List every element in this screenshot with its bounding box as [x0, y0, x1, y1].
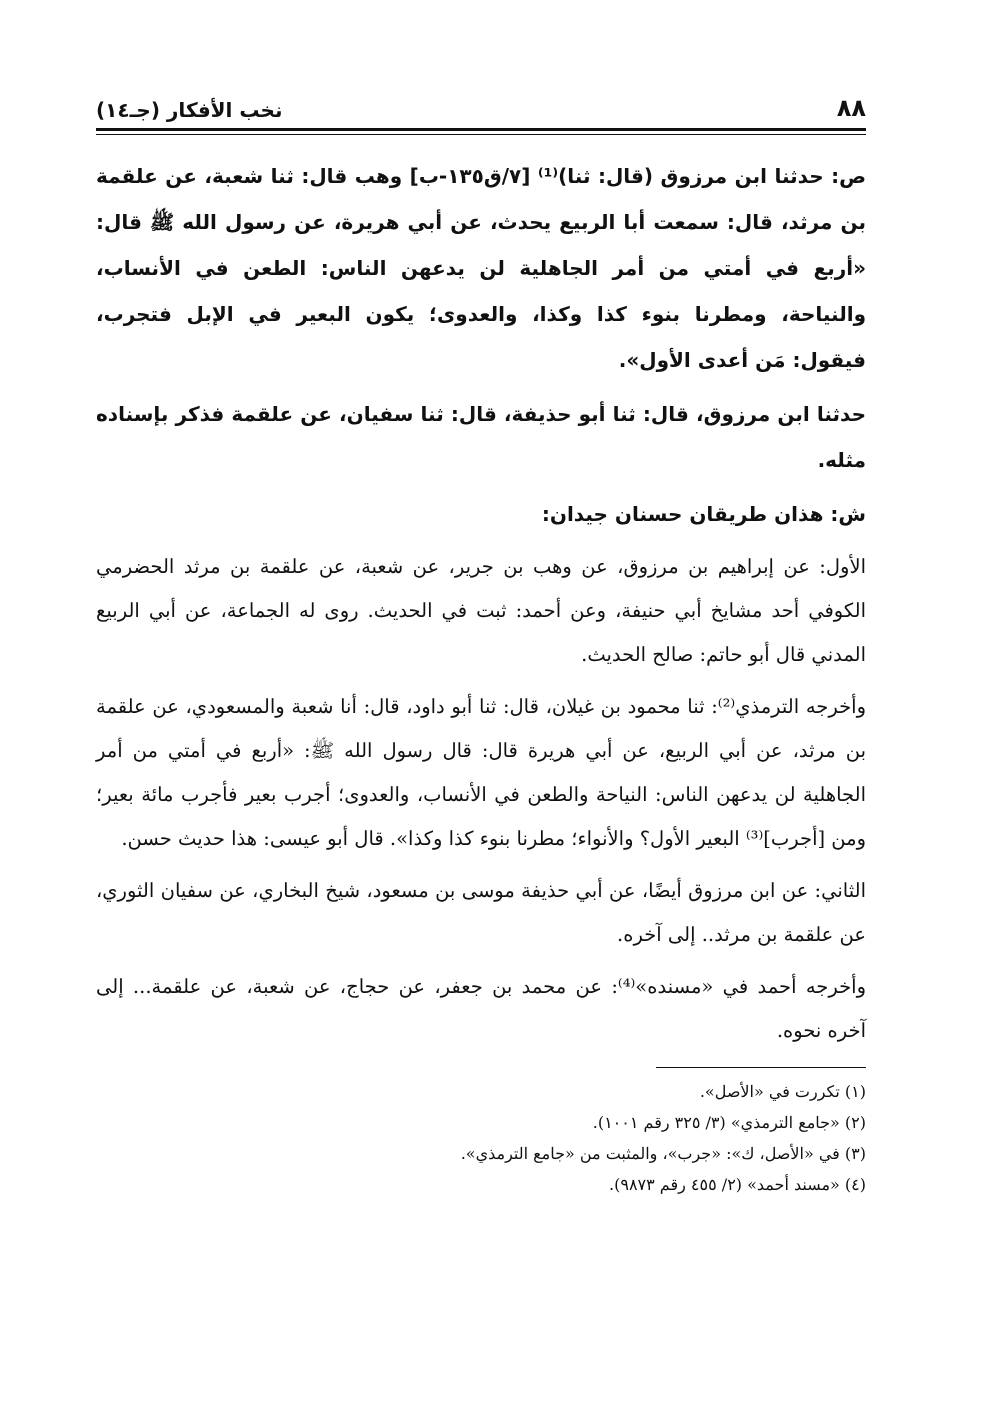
paragraph-hadith-text: ص: حدثنا ابن مرزوق (قال: ثنا)⁽¹⁾ [٧/ق١٣٥-ب] وهب قال: ثنا شعبة، عن علقمة بن مرثد، قال: سمعت أبا الربيع يحدث، عن أبي هريرة، عن رسول الله ﷺ قال: «أربع في أمتي من أمر الجاهلية لن يدعهن الناس: الطعن في الأنساب، والنياحة، ومطرنا بنوء كذا وكذا، والعدوى؛ يكون البعير في الإبل فتجرب، فيقول: مَن أعدى الأول».	[96, 164, 866, 372]
book-title: نخب الأفكار (جـ١٤)	[96, 98, 283, 122]
paragraph-second-chain: حدثنا ابن مرزوق، قال: ثنا أبو حذيفة، قال: ثنا سفيان، عن علقمة فذكر بإسناده مثله.	[96, 402, 866, 472]
footnote: (١) تكررت في «الأصل».	[699, 1082, 866, 1101]
header-rule-thin	[96, 134, 866, 135]
paragraph-first-chain: الأول: عن إبراهيم بن مرزوق، عن وهب بن جرير، عن شعبة، عن علقمة بن مرثد الحضرمي الكوفي أحد مشايخ أبي حنيفة، وعن أحمد: ثبت في الحديث. روى له الجماعة، عن أبي الربيع المدني قال أبو حاتم: صالح الحديث.	[96, 555, 866, 666]
footnote-rule	[656, 1067, 866, 1068]
header-rule	[96, 128, 866, 131]
footnotes	[96, 1076, 866, 1200]
paragraph-tirmidhi: وأخرجه الترمذي⁽²⁾: ثنا محمود بن غيلان، قال: ثنا أبو داود، قال: أنا شعبة والمسعودي، عن علقمة بن مرثد، عن أبي الربيع، عن أبي هريرة قال: قال رسول الله ﷺ: «أربع في أمتي من أمر الجاهلية لن يدعهن الناس: النياحة والطعن في الأنساب، والعدوى؛ أجرب بعير فأجرب مائة بعير؛ ومن [أجرب]⁽³⁾ البعير الأول؟ والأنواء؛ مطرنا بنوء كذا وكذا». قال أبو عيسى: هذا حديث حسن.	[96, 695, 866, 850]
paragraph-ahmad: وأخرجه أحمد في «مسنده»⁽⁴⁾: عن محمد بن جعفر، عن حجاج، عن شعبة، عن علقمة... إلى آخره نحوه.	[96, 975, 867, 1042]
paragraph-second-chain-commentary: الثاني: عن ابن مرزوق أيضًا، عن أبي حذيفة موسى بن مسعود، شيخ البخاري، عن سفيان الثوري، عن علقمة بن مرثد.. إلى آخره.	[96, 879, 866, 946]
paragraph-commentary-intro: ش: هذان طريقان حسنان جيدان:	[541, 502, 866, 526]
page-header	[96, 88, 866, 122]
footnote: (٢) «جامع الترمذي» (٣/ ٣٢٥ رقم ١٠٠١).	[592, 1113, 866, 1132]
footnote: (٣) في «الأصل، ك»: «جرب»، والمثبت من «جامع الترمذي».	[460, 1144, 866, 1163]
footnote: (٤) «مسند أحمد» (٢/ ٤٥٥ رقم ٩٨٧٣).	[609, 1175, 866, 1194]
book-page	[96, 88, 866, 1200]
main-text	[96, 153, 866, 1053]
page-number: ٨٨	[836, 94, 866, 122]
